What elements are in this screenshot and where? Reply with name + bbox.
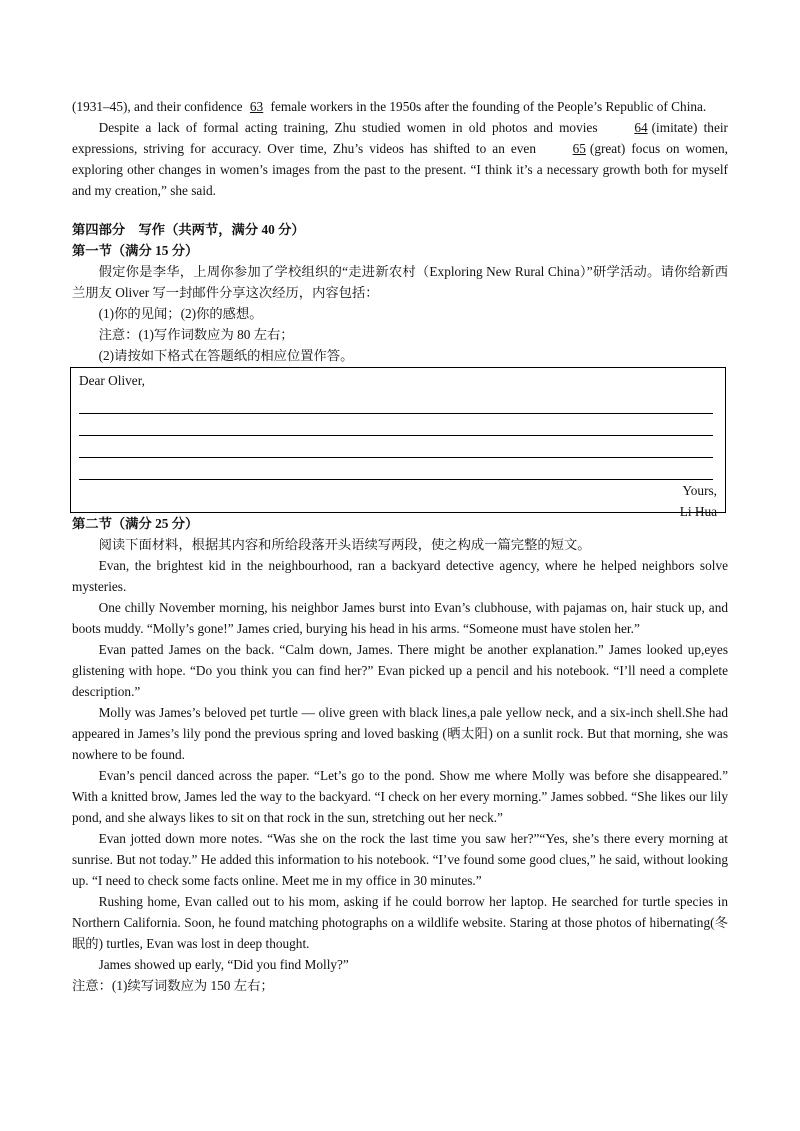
part4-title: 第四部分 写作（共两节，满分 40 分） — [72, 222, 305, 237]
blank-65: 65 — [572, 141, 586, 156]
story-paragraph: One chilly November morning, his neighbor James burst into Evan’s clubhouse, with pajamas on, hair stuck up, and boots muddy. “Molly’s gone!” James cried, burying his head in his arms. “Someone must have stolen her.” — [72, 600, 728, 636]
letter-greeting: Dear Oliver, — [79, 373, 145, 388]
section2-prompt: 阅读下面材料，根据其内容和所给段落开头语续写两段，使之构成一篇完整的短文。 — [98, 537, 591, 552]
top-paragraph-2: Despite a lack of formal acting training, Zhu studied women in old photos and movies 64 (imitate) their expressions, striving for accuracy. Over time, Zhu’s videos has shifted to an even 65 (great) focus on women, exploring other changes in women’s images from the past to the present. “I think it’s a necessary growth both for myself and my creation,” she said. — [72, 117, 728, 201]
section1-title: 第一节（满分 15 分） — [72, 243, 199, 258]
story-paragraph: Evan, the brightest kid in the neighbourhood, ran a backyard detective agency, where he helped neighbors solve mysteries. — [72, 558, 728, 594]
story-paragraph: Evan jotted down more notes. “Was she on the rock the last time you saw her?”“Yes, she’s there every morning at sunrise. But not today.” He added this information to his notebook. “I’ve found some good clues,” he said, without looking up. “I need to check some facts online. Meet me in my office in 30 minutes.” — [72, 831, 728, 888]
story-paragraph: Molly was James’s beloved pet turtle — olive green with black lines,a pale yellow neck, and a six-inch shell.She had appeared in James’s lily pond the previous spring and loved basking (晒太阳) on a sunlit rock. But that morning, she was nowhere to be found. — [72, 705, 728, 762]
letter-format-box — [70, 367, 726, 519]
letter-closing: Yours, — [682, 483, 717, 498]
story-paragraph: James showed up early, “Did you find Molly?” — [98, 957, 349, 972]
story-paragraph: Rushing home, Evan called out to his mom, asking if he could borrow her laptop. He searched for turtle species in Northern California. Soon, he found matching photographs on a wildlife website. Staring at those photos of hibernating(冬眠的) turtles, Evan was lost in deep thought. — [72, 894, 728, 951]
section1-prompt: 假定你是李华，上周你参加了学校组织的“走进新农村（Exploring New Rural China）”研学活动。请你给新西兰朋友 Oliver 写一封邮件分享这次经历，内容包括： — [72, 264, 728, 300]
writing-line — [79, 392, 713, 414]
writing-line — [79, 436, 713, 458]
blank-64: 64 — [634, 120, 648, 135]
writing-line — [79, 458, 713, 480]
section1-item1: (1)你的见闻；(2)你的感想。 — [98, 306, 263, 321]
section1-note2: (2)请按如下格式在答题纸的相应位置作答。 — [98, 348, 354, 363]
letter-signature: Li Hua — [679, 504, 717, 519]
story-paragraph: Evan patted James on the back. “Calm down, James. There might be another explanation.” James looked up,eyes glistening with hope. “Do you think you can find her?” Evan picked up a pencil and his notebook. “I’ll need a complete description.” — [72, 642, 728, 699]
exam-page — [72, 96, 728, 996]
blank-63: 63 — [249, 99, 264, 114]
story-paragraph: Evan’s pencil danced across the paper. “Let’s go to the pond. Show me where Molly was before she disappeared.” With a knitted brow, James led the way to the backyard. “I check on her every morning.” James sobbed. “She likes our lily pond, and she always likes to sit on that rock in the sun, stretching out her neck.” — [72, 768, 728, 825]
section1-note1: 注意：(1)写作词数应为 80 左右； — [98, 327, 294, 342]
section2-title: 第二节（满分 25 分） — [72, 516, 199, 531]
final-note: 注意：(1)续写词数应为 150 左右； — [72, 978, 274, 993]
top-paragraph-1: (1931–45), and their confidence 63 female workers in the 1950s after the founding of the People’s Republic of China. — [72, 96, 728, 117]
writing-line — [79, 414, 713, 436]
